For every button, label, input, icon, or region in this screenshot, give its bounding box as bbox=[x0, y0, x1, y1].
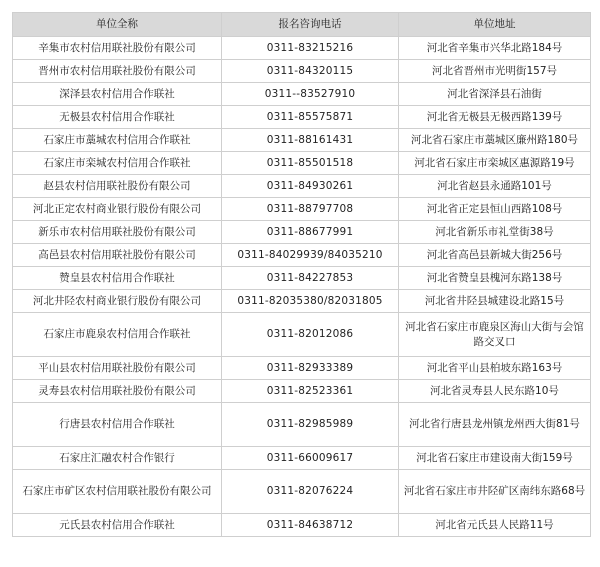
header-row bbox=[13, 13, 591, 37]
table-row bbox=[13, 83, 591, 106]
address-cell: 河北省赞皇县槐河东路138号 bbox=[399, 267, 591, 290]
address-cell: 河北省辛集市兴华北路184号 bbox=[399, 37, 591, 60]
unit-name-cell: 河北井陉农村商业银行股份有限公司 bbox=[13, 290, 222, 313]
phone-cell: 0311-82523361 bbox=[222, 380, 399, 403]
address-cell: 河北省石家庄市鹿泉区海山大街与会馆路交叉口 bbox=[399, 313, 591, 357]
phone-cell: 0311-84320115 bbox=[222, 60, 399, 83]
table-row bbox=[13, 221, 591, 244]
phone-cell: 0311-85575871 bbox=[222, 106, 399, 129]
header-unit-name: 单位全称 bbox=[13, 13, 222, 37]
address-cell: 河北省高邑县新城大街256号 bbox=[399, 244, 591, 267]
table-row bbox=[13, 357, 591, 380]
phone-cell: 0311-85501518 bbox=[222, 152, 399, 175]
table-row bbox=[13, 470, 591, 514]
address-cell: 河北省无极县无极西路139号 bbox=[399, 106, 591, 129]
unit-name-cell: 晋州市农村信用联社股份有限公司 bbox=[13, 60, 222, 83]
unit-name-cell: 石家庄市藁城农村信用合作联社 bbox=[13, 129, 222, 152]
bank-contact-table bbox=[12, 12, 591, 537]
phone-cell: 0311-83215216 bbox=[222, 37, 399, 60]
phone-cell: 0311-82076224 bbox=[222, 470, 399, 514]
unit-name-cell: 平山县农村信用联社股份有限公司 bbox=[13, 357, 222, 380]
address-cell: 河北省平山县柏坡东路163号 bbox=[399, 357, 591, 380]
phone-cell: 0311-82035380/82031805 bbox=[222, 290, 399, 313]
table-row bbox=[13, 290, 591, 313]
unit-name-cell: 石家庄市矿区农村信用联社股份有限公司 bbox=[13, 470, 222, 514]
address-cell: 河北省元氏县人民路11号 bbox=[399, 514, 591, 537]
address-cell: 河北省灵寿县人民东路10号 bbox=[399, 380, 591, 403]
address-cell: 河北省石家庄市藁城区廉州路180号 bbox=[399, 129, 591, 152]
unit-name-cell: 高邑县农村信用联社股份有限公司 bbox=[13, 244, 222, 267]
table-row bbox=[13, 175, 591, 198]
address-cell: 河北省深泽县石油街 bbox=[399, 83, 591, 106]
phone-cell: 0311-88797708 bbox=[222, 198, 399, 221]
unit-name-cell: 辛集市农村信用联社股份有限公司 bbox=[13, 37, 222, 60]
phone-cell: 0311-82985989 bbox=[222, 403, 399, 447]
address-cell: 河北省赵县永通路101号 bbox=[399, 175, 591, 198]
phone-cell: 0311-82012086 bbox=[222, 313, 399, 357]
unit-name-cell: 新乐市农村信用联社股份有限公司 bbox=[13, 221, 222, 244]
table-row bbox=[13, 152, 591, 175]
table-body bbox=[13, 37, 591, 537]
table-row bbox=[13, 514, 591, 537]
address-cell: 河北省石家庄市栾城区惠源路19号 bbox=[399, 152, 591, 175]
phone-cell: 0311-88677991 bbox=[222, 221, 399, 244]
unit-name-cell: 深泽县农村信用合作联社 bbox=[13, 83, 222, 106]
unit-name-cell: 无极县农村信用合作联社 bbox=[13, 106, 222, 129]
address-cell: 河北省新乐市礼堂街38号 bbox=[399, 221, 591, 244]
table-row bbox=[13, 106, 591, 129]
header-phone: 报名咨询电话 bbox=[222, 13, 399, 37]
table-row bbox=[13, 267, 591, 290]
header-address: 单位地址 bbox=[399, 13, 591, 37]
table-row bbox=[13, 447, 591, 470]
address-cell: 河北省行唐县龙州镇龙州西大街81号 bbox=[399, 403, 591, 447]
unit-name-cell: 石家庄市鹿泉农村信用合作联社 bbox=[13, 313, 222, 357]
address-cell: 河北省正定县恒山西路108号 bbox=[399, 198, 591, 221]
address-cell: 河北省井陉县城建设北路15号 bbox=[399, 290, 591, 313]
address-cell: 河北省晋州市光明街157号 bbox=[399, 60, 591, 83]
table-row bbox=[13, 129, 591, 152]
bank-list-container bbox=[12, 12, 590, 537]
table-row bbox=[13, 313, 591, 357]
phone-cell: 0311-66009617 bbox=[222, 447, 399, 470]
unit-name-cell: 元氏县农村信用合作联社 bbox=[13, 514, 222, 537]
table-row bbox=[13, 60, 591, 83]
unit-name-cell: 河北正定农村商业银行股份有限公司 bbox=[13, 198, 222, 221]
unit-name-cell: 赵县农村信用联社股份有限公司 bbox=[13, 175, 222, 198]
table-header bbox=[13, 13, 591, 37]
table-row bbox=[13, 37, 591, 60]
phone-cell: 0311-88161431 bbox=[222, 129, 399, 152]
phone-cell: 0311-84930261 bbox=[222, 175, 399, 198]
table-row bbox=[13, 244, 591, 267]
unit-name-cell: 赞皇县农村信用合作联社 bbox=[13, 267, 222, 290]
phone-cell: 0311--83527910 bbox=[222, 83, 399, 106]
unit-name-cell: 灵寿县农村信用联社股份有限公司 bbox=[13, 380, 222, 403]
table-row bbox=[13, 403, 591, 447]
phone-cell: 0311-82933389 bbox=[222, 357, 399, 380]
unit-name-cell: 石家庄市栾城农村信用合作联社 bbox=[13, 152, 222, 175]
phone-cell: 0311-84029939/84035210 bbox=[222, 244, 399, 267]
address-cell: 河北省石家庄市建设南大街159号 bbox=[399, 447, 591, 470]
unit-name-cell: 行唐县农村信用合作联社 bbox=[13, 403, 222, 447]
phone-cell: 0311-84227853 bbox=[222, 267, 399, 290]
address-cell: 河北省石家庄市井陉矿区南纬东路68号 bbox=[399, 470, 591, 514]
unit-name-cell: 石家庄汇融农村合作银行 bbox=[13, 447, 222, 470]
phone-cell: 0311-84638712 bbox=[222, 514, 399, 537]
table-row bbox=[13, 198, 591, 221]
table-row bbox=[13, 380, 591, 403]
